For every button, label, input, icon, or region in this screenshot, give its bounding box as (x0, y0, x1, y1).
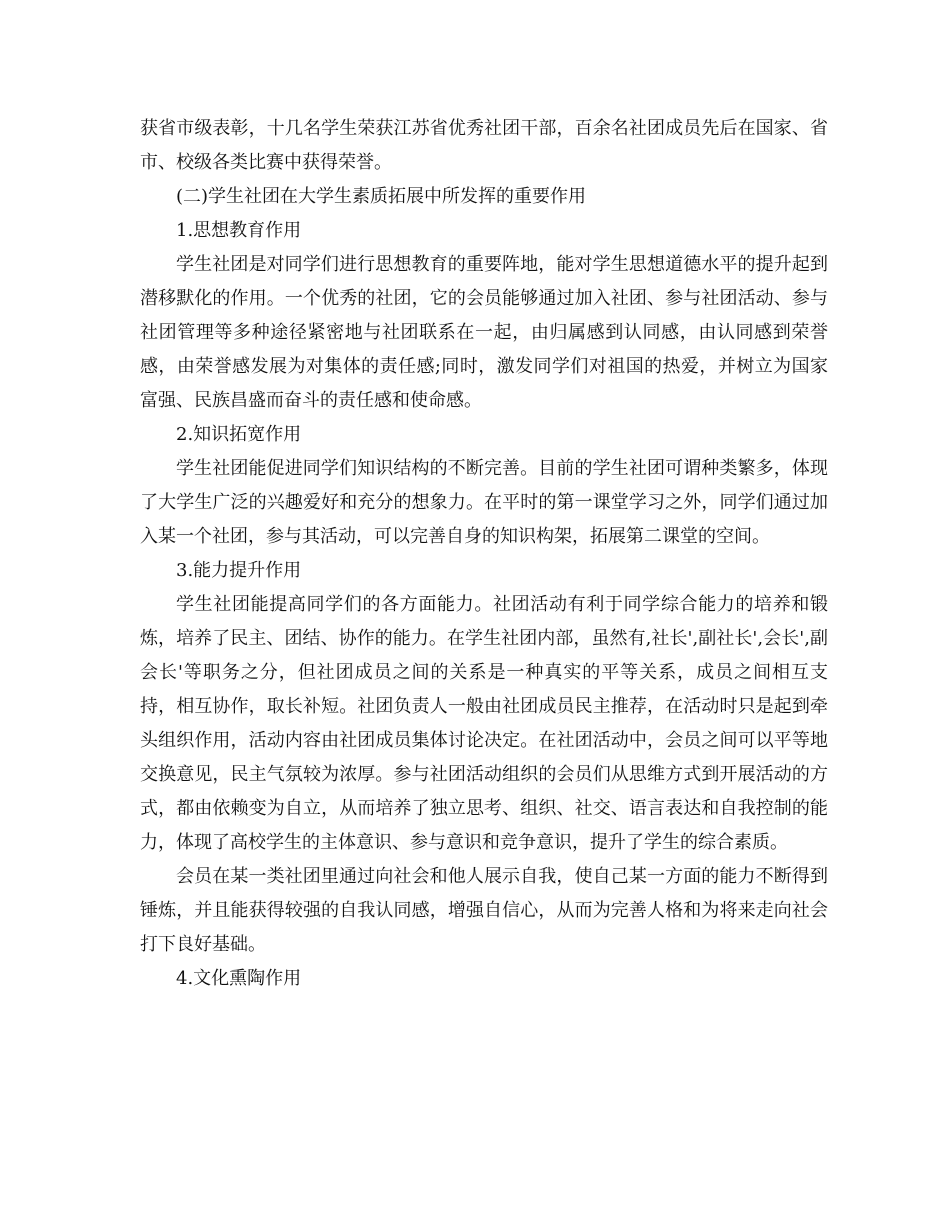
section-heading: (二)学生社团在大学生素质拓展中所发挥的重要作用 (176, 186, 587, 207)
paragraph-ability-improvement: 学生社团能提高同学们的各方面能力。社团活动有利于同学综合能力的培养和锻炼，培养了民主、团结、协作的能力。在学生社团内部，虽然有,社长',副社长',会长',副会长'等职务之分，但社团成员之间的关系是一种真实的平等关系，成员之间相互支持，相互协作，取长补短。社团负责人一般由社团成员民主推荐，在活动时只是起到牵头组织作用，活动内容由社团成员集体讨论决定。在社团活动中，会员之间可以平等地交换意见，民主气氛较为浓厚。参与社团活动组织的会员们从思维方式到开展活动的方式，都由依赖变为自立，从而培养了独立思考、组织、社交、语言表达和自我控制的能力，体现了高校学生的主体意识、参与意识和竞争意识，提升了学生的综合素质。 (140, 594, 828, 853)
subsection-heading-2: 2.知识拓宽作用 (176, 424, 302, 445)
subsection-heading-1: 1.思想教育作用 (176, 220, 302, 241)
paragraph-ideological-education: 学生社团是对同学们进行思想教育的重要阵地，能对学生思想道德水平的提升起到潜移默化的作用。一个优秀的社团，它的会员能够通过加入社团、参与社团活动、参与社团管理等多种途径紧密地与社团联系在一起，由归属感到认同感，由认同感到荣誉感，由荣誉感发展为对集体的责任感;同时，激发同学们对祖国的热爱，并树立为国家富强、民族昌盛而奋斗的责任感和使命感。 (140, 254, 828, 411)
paragraph-member-self-display: 会员在某一类社团里通过向社会和他人展示自我，使自己某一方面的能力不断得到锤炼，并且能获得较强的自我认同感，增强自信心，从而为完善人格和为将来走向社会打下良好基础。 (140, 866, 828, 955)
paragraph-knowledge-expansion: 学生社团能促进同学们知识结构的不断完善。目前的学生社团可谓种类繁多，体现了大学生广泛的兴趣爱好和充分的想象力。在平时的第一课堂学习之外，同学们通过加入某一个社团，参与其活动，可以完善自身的知识构架，拓展第二课堂的空间。 (140, 458, 828, 547)
document-page (140, 112, 828, 996)
subsection-heading-3: 3.能力提升作用 (176, 560, 302, 581)
paragraph-continued: 获省市级表彰，十几名学生荣获江苏省优秀社团干部，百余名社团成员先后在国家、省市、校级各类比赛中获得荣誉。 (140, 118, 828, 173)
subsection-heading-4: 4.文化熏陶作用 (176, 968, 302, 989)
